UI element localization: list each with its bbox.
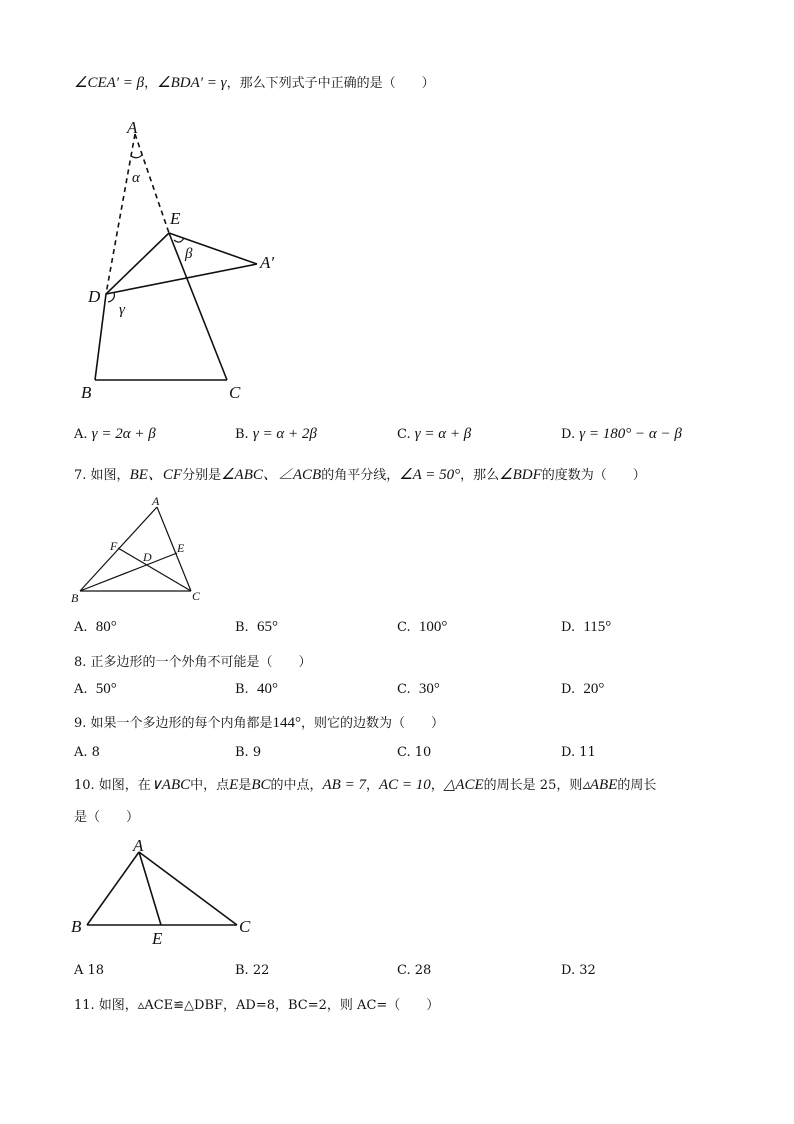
fig7-label-e: E (177, 541, 185, 555)
fig6-label-beta: β (185, 246, 193, 262)
fig6-side-ea (169, 233, 257, 264)
fig7-label-a: A (152, 494, 160, 508)
q6-stem-tail (74, 72, 435, 92)
q7-option-a[interactable]: A. 80° (74, 619, 117, 635)
fig10-label-e: E (152, 929, 163, 948)
fig6-label-e: E (170, 209, 181, 228)
fig7-label-c: C (192, 589, 201, 603)
fig6-dashed-ae (135, 134, 169, 233)
q7-option-d[interactable]: D. 115° (561, 619, 612, 635)
fig10-side-ab (87, 852, 139, 925)
q10-option-d[interactable]: D. 32 (561, 963, 596, 978)
q10-option-b[interactable]: B. 22 (235, 963, 270, 978)
figure-q10 (66, 836, 266, 948)
q6-options (74, 426, 734, 448)
q11-stem: 11. 如图，▵ACE≌△DBF，AD=8，BC=2，则 AC=（ ） (74, 998, 440, 1013)
figure-q6 (74, 112, 294, 412)
q10-stem-line2: 是（ ） (74, 810, 140, 825)
fig10-label-b: B (71, 917, 82, 936)
q8-option-d[interactable]: D. 20° (561, 681, 605, 697)
fig10-side-ac (139, 852, 237, 925)
q8-options (74, 681, 734, 703)
q7-option-b[interactable]: B. 65° (235, 619, 278, 635)
fig6-side-da (106, 264, 257, 294)
q7-option-c[interactable]: C. 100° (397, 619, 448, 635)
fig6-arc-alpha (131, 155, 142, 158)
q6-separator: ， (144, 76, 158, 91)
q8-option-a[interactable]: A. 50° (74, 681, 117, 697)
q9-option-a[interactable]: A. 8 (74, 745, 100, 760)
fig6-label-a: A (127, 118, 138, 137)
q8-option-c[interactable]: C. 30° (397, 681, 440, 697)
q9-options (74, 745, 734, 767)
q10-option-a[interactable]: A 18 (74, 963, 105, 978)
q9-option-b[interactable]: B. 9 (235, 745, 262, 760)
fig10-label-a: A (133, 836, 144, 855)
fig7-label-f: F (110, 539, 118, 553)
fig7-label-d: D (143, 550, 152, 564)
q8-option-b[interactable]: B. 40° (235, 681, 278, 697)
fig6-label-gamma: γ (119, 302, 125, 318)
fig6-side-db (95, 294, 106, 380)
fig6-label-aprime: A′ (260, 253, 275, 272)
fig6-side-ec (169, 233, 227, 380)
q6-option-b[interactable]: B. γ = α + 2β (235, 426, 317, 442)
q6-expr-cea: ∠CEA′ = β (74, 75, 145, 91)
q9-option-d[interactable]: D. 11 (561, 745, 596, 760)
q10-option-c[interactable]: C. 28 (397, 963, 432, 978)
q6-prompt: ，那么下列式子中正确的是（ ） (226, 76, 435, 91)
fig6-label-c: C (229, 383, 241, 402)
fig7-bisector-be (80, 553, 177, 591)
q8-stem: 8. 正多边形的一个外角不可能是（ ） (74, 655, 312, 670)
fig6-arc-beta (174, 238, 184, 242)
q6-option-c[interactable]: C. γ = α + β (397, 426, 472, 442)
q9-stem: 9. 如果一个多边形的每个内角都是144°，则它的边数为（ ） (74, 715, 445, 731)
q6-expr-bda: ∠BDA′ = γ (157, 75, 227, 91)
figure-q7 (66, 494, 226, 606)
q6-option-d[interactable]: D. γ = 180° − α − β (561, 426, 682, 442)
fig6-label-b: B (81, 383, 92, 402)
fig7-side-ab (80, 507, 157, 591)
q9-option-c[interactable]: C. 10 (397, 745, 432, 760)
q10-stem: 10. 如图，在∨ABC中，点E是BC的中点，AB = 7，AC = 10，△ACE的周长是 25，则▵ABE的周长 (74, 777, 657, 793)
q7-options (74, 619, 734, 641)
fig10-median-ae (139, 852, 161, 925)
q10-options (74, 963, 734, 985)
fig10-label-c: C (239, 917, 251, 936)
fig7-label-b: B (71, 591, 79, 605)
fig6-label-alpha: α (132, 170, 140, 186)
q6-option-a[interactable]: A. γ = 2α + β (74, 426, 156, 442)
fig6-label-d: D (88, 287, 101, 306)
q7-stem: 7. 如图，BE、CF分别是∠ABC、∠ACB的角平分线，∠A = 50°，那么∠BDF的度数为（ ） (74, 467, 646, 483)
fig7-side-ac (157, 507, 191, 591)
